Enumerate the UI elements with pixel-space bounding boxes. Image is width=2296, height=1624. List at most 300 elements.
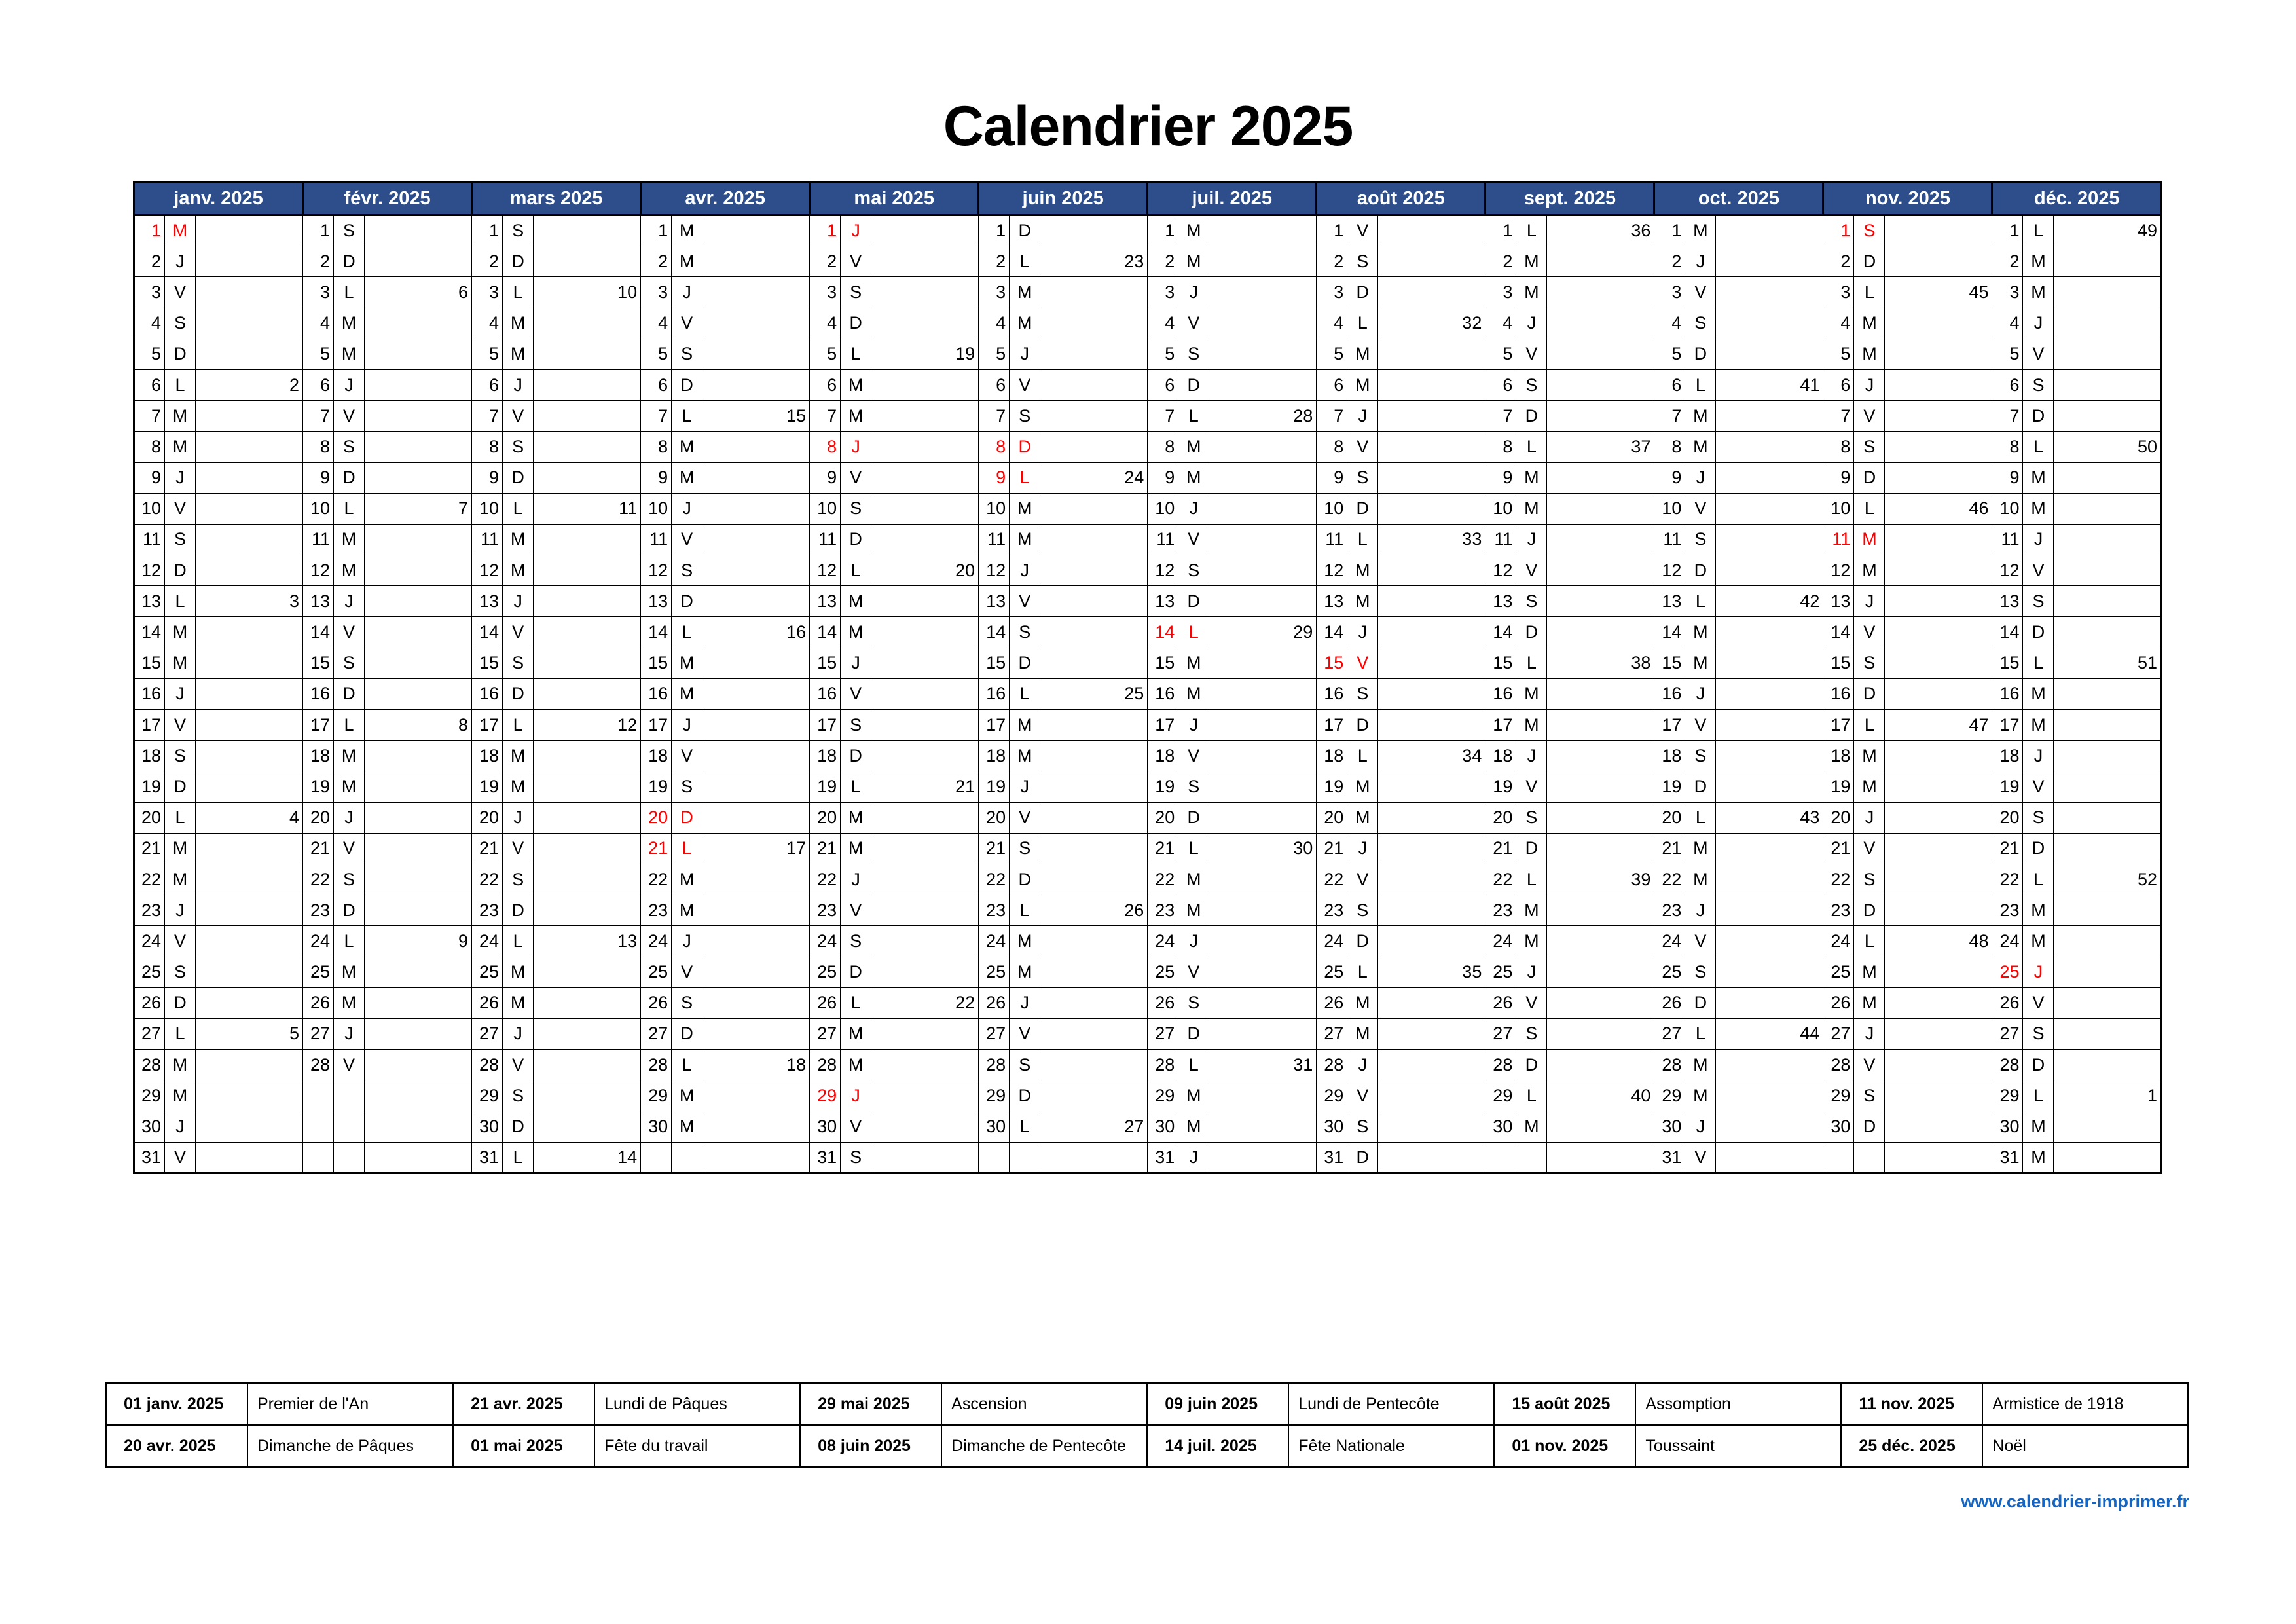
- weekday-letter-cell: M: [1178, 1111, 1209, 1142]
- note-cell: [365, 617, 472, 648]
- day-number-cell: 19: [1992, 771, 2023, 802]
- day-number-cell: 20: [1992, 802, 2023, 833]
- weekday-letter-cell: M: [334, 741, 365, 771]
- weekday-letter-cell: V: [2023, 771, 2054, 802]
- note-cell: [1547, 1018, 1654, 1049]
- note-cell: [1040, 432, 1148, 462]
- note-cell: [1040, 648, 1148, 678]
- weekday-letter-cell: M: [1854, 741, 1885, 771]
- weekday-letter-cell: J: [1516, 524, 1547, 555]
- weekday-letter-cell: L: [1178, 833, 1209, 864]
- legend-row: [106, 1383, 2189, 1426]
- note-cell: [1716, 339, 1823, 369]
- day-number-cell: 6: [1485, 369, 1516, 400]
- note-cell: [196, 493, 303, 524]
- day-number-cell: 26: [134, 987, 165, 1018]
- day-number-cell: 25: [1654, 957, 1685, 987]
- note-cell: [534, 308, 641, 339]
- day-number-cell: 27: [1654, 1018, 1685, 1049]
- week-number-cell: 47: [1885, 710, 1992, 741]
- weekday-letter-cell: D: [1854, 1111, 1885, 1142]
- weekday-letter-cell: J: [1347, 401, 1378, 432]
- weekday-letter-cell: M: [1854, 339, 1885, 369]
- weekday-letter-cell: S: [1854, 215, 1885, 246]
- day-number-cell: 17: [1148, 710, 1178, 741]
- note-cell: [1885, 741, 1992, 771]
- day-number-cell: 23: [134, 895, 165, 926]
- calendar-row: [134, 1050, 2162, 1080]
- note-cell: [871, 1080, 979, 1111]
- day-number-cell: 16: [134, 678, 165, 709]
- day-number-cell: 23: [1823, 895, 1854, 926]
- day-number-cell: 16: [1992, 678, 2023, 709]
- day-number-cell: 27: [1485, 1018, 1516, 1049]
- day-number-cell: 2: [1485, 246, 1516, 277]
- week-number-cell: 35: [1378, 957, 1485, 987]
- weekday-letter-cell: D: [1347, 493, 1378, 524]
- weekday-letter-cell: M: [1347, 987, 1378, 1018]
- weekday-letter-cell: M: [1347, 369, 1378, 400]
- weekday-letter-cell: M: [1347, 339, 1378, 369]
- weekday-letter-cell: S: [334, 215, 365, 246]
- day-number-cell: 1: [1317, 215, 1347, 246]
- weekday-letter-cell: M: [334, 987, 365, 1018]
- weekday-letter-cell: M: [503, 771, 534, 802]
- weekday-letter-cell: L: [334, 926, 365, 957]
- weekday-letter-cell: V: [165, 926, 196, 957]
- legend-holiday-name: Fête Nationale: [1288, 1425, 1494, 1467]
- note-cell: [1716, 957, 1823, 987]
- note-cell: [1716, 1050, 1823, 1080]
- day-number-cell: 29: [1148, 1080, 1178, 1111]
- weekday-letter-cell: D: [165, 987, 196, 1018]
- note-cell: [2054, 678, 2162, 709]
- legend-date: 08 juin 2025: [800, 1425, 941, 1467]
- note-cell: [1716, 678, 1823, 709]
- legend-holiday-name: Lundi de Pentecôte: [1288, 1383, 1494, 1426]
- day-number-cell: 9: [810, 462, 841, 493]
- weekday-letter-cell: L: [2023, 215, 2054, 246]
- day-number-cell: 21: [1654, 833, 1685, 864]
- note-cell: [365, 741, 472, 771]
- weekday-letter-cell: V: [841, 1111, 871, 1142]
- day-number-cell: 18: [134, 741, 165, 771]
- weekday-letter-cell: M: [672, 215, 702, 246]
- day-number-cell: 20: [1148, 802, 1178, 833]
- note-cell: [1547, 833, 1654, 864]
- weekday-letter-cell: V: [2023, 987, 2054, 1018]
- day-number-cell: 18: [303, 741, 334, 771]
- legend-holiday-name: Noël: [1982, 1425, 2188, 1467]
- empty-cell: [1823, 1142, 1854, 1173]
- note-cell: [1547, 678, 1654, 709]
- note-cell: [196, 462, 303, 493]
- week-number-cell: 31: [1209, 1050, 1317, 1080]
- note-cell: [196, 957, 303, 987]
- note-cell: [1885, 246, 1992, 277]
- note-cell: [1209, 864, 1317, 895]
- day-number-cell: 13: [1485, 586, 1516, 617]
- note-cell: [2054, 895, 2162, 926]
- weekday-letter-cell: S: [841, 926, 871, 957]
- calendar-row: [134, 710, 2162, 741]
- week-number-cell: 42: [1716, 586, 1823, 617]
- note-cell: [1716, 1142, 1823, 1173]
- note-cell: [1716, 1111, 1823, 1142]
- day-number-cell: 10: [1148, 493, 1178, 524]
- day-number-cell: 14: [1823, 617, 1854, 648]
- day-number-cell: 12: [1148, 555, 1178, 586]
- weekday-letter-cell: D: [503, 895, 534, 926]
- day-number-cell: 9: [303, 462, 334, 493]
- day-number-cell: 16: [472, 678, 503, 709]
- note-cell: [871, 277, 979, 308]
- weekday-letter-cell: D: [334, 246, 365, 277]
- note-cell: [534, 1050, 641, 1080]
- calendar-row: [134, 987, 2162, 1018]
- day-number-cell: 9: [134, 462, 165, 493]
- legend-holiday-name: Toussaint: [1635, 1425, 1841, 1467]
- note-cell: [1885, 833, 1992, 864]
- weekday-letter-cell: V: [2023, 339, 2054, 369]
- day-number-cell: 10: [1992, 493, 2023, 524]
- weekday-letter-cell: D: [1685, 771, 1716, 802]
- note-cell: [702, 741, 810, 771]
- day-number-cell: 1: [1823, 215, 1854, 246]
- day-number-cell: 29: [641, 1080, 672, 1111]
- note-cell: [534, 802, 641, 833]
- day-number-cell: 4: [134, 308, 165, 339]
- weekday-letter-cell: V: [334, 401, 365, 432]
- note-cell: [871, 710, 979, 741]
- weekday-letter-cell: J: [1178, 926, 1209, 957]
- day-number-cell: 8: [1148, 432, 1178, 462]
- note-cell: [871, 833, 979, 864]
- note-cell: [196, 1142, 303, 1173]
- note-cell: [1209, 802, 1317, 833]
- weekday-letter-cell: M: [1854, 524, 1885, 555]
- day-number-cell: 16: [979, 678, 1010, 709]
- note-cell: [871, 926, 979, 957]
- weekday-letter-cell: V: [1347, 215, 1378, 246]
- note-cell: [534, 555, 641, 586]
- month-header-4: avr. 2025: [641, 183, 810, 215]
- weekday-letter-cell: S: [672, 555, 702, 586]
- day-number-cell: 3: [1485, 277, 1516, 308]
- calendar-row: [134, 678, 2162, 709]
- note-cell: [196, 648, 303, 678]
- day-number-cell: 27: [472, 1018, 503, 1049]
- day-number-cell: 21: [979, 833, 1010, 864]
- note-cell: [365, 1050, 472, 1080]
- weekday-letter-cell: V: [1516, 555, 1547, 586]
- day-number-cell: 9: [472, 462, 503, 493]
- day-number-cell: 8: [979, 432, 1010, 462]
- note-cell: [1040, 277, 1148, 308]
- note-cell: [365, 648, 472, 678]
- note-cell: [2054, 926, 2162, 957]
- weekday-letter-cell: M: [1685, 432, 1716, 462]
- day-number-cell: 22: [641, 864, 672, 895]
- weekday-letter-cell: D: [2023, 833, 2054, 864]
- note-cell: [1378, 432, 1485, 462]
- holidays-legend-table: [105, 1382, 2189, 1468]
- calendar-row: [134, 339, 2162, 369]
- note-cell: [1885, 1111, 1992, 1142]
- day-number-cell: 20: [810, 802, 841, 833]
- day-number-cell: 6: [1992, 369, 2023, 400]
- legend-date: 14 juil. 2025: [1147, 1425, 1288, 1467]
- day-number-cell: 24: [979, 926, 1010, 957]
- day-number-cell: 3: [1823, 277, 1854, 308]
- day-number-cell: 20: [1317, 802, 1347, 833]
- note-cell: [534, 369, 641, 400]
- day-number-cell: 14: [1992, 617, 2023, 648]
- note-cell: [1885, 462, 1992, 493]
- day-number-cell: 23: [979, 895, 1010, 926]
- weekday-letter-cell: J: [165, 895, 196, 926]
- weekday-letter-cell: J: [334, 802, 365, 833]
- weekday-letter-cell: V: [2023, 555, 2054, 586]
- day-number-cell: 24: [1317, 926, 1347, 957]
- weekday-letter-cell: J: [1854, 802, 1885, 833]
- weekday-letter-cell: S: [1347, 246, 1378, 277]
- day-number-cell: 11: [303, 524, 334, 555]
- note-cell: [1209, 710, 1317, 741]
- note-cell: [1040, 1142, 1148, 1173]
- day-number-cell: 31: [1317, 1142, 1347, 1173]
- day-number-cell: 17: [810, 710, 841, 741]
- weekday-letter-cell: L: [1347, 957, 1378, 987]
- legend-holiday-name: Lundi de Pâques: [594, 1383, 800, 1426]
- calendar-row: [134, 957, 2162, 987]
- note-cell: [2054, 339, 2162, 369]
- weekday-letter-cell: V: [841, 462, 871, 493]
- weekday-letter-cell: M: [2023, 462, 2054, 493]
- note-cell: [534, 741, 641, 771]
- weekday-letter-cell: L: [503, 493, 534, 524]
- note-cell: [871, 648, 979, 678]
- day-number-cell: 27: [1823, 1018, 1854, 1049]
- note-cell: [1378, 555, 1485, 586]
- note-cell: [1378, 710, 1485, 741]
- site-url-link[interactable]: www.calendrier-imprimer.fr: [1961, 1492, 2189, 1511]
- weekday-letter-cell: J: [165, 246, 196, 277]
- weekday-letter-cell: D: [1178, 586, 1209, 617]
- note-cell: [702, 771, 810, 802]
- weekday-letter-cell: D: [1178, 369, 1209, 400]
- day-number-cell: 9: [1148, 462, 1178, 493]
- note-cell: [871, 215, 979, 246]
- weekday-letter-cell: M: [2023, 1111, 2054, 1142]
- note-cell: [1040, 833, 1148, 864]
- day-number-cell: 4: [1823, 308, 1854, 339]
- weekday-letter-cell: D: [1685, 555, 1716, 586]
- weekday-letter-cell: J: [672, 710, 702, 741]
- weekday-letter-cell: V: [503, 401, 534, 432]
- day-number-cell: 31: [472, 1142, 503, 1173]
- weekday-letter-cell: M: [841, 802, 871, 833]
- weekday-letter-cell: S: [1178, 987, 1209, 1018]
- week-number-cell: 50: [2054, 432, 2162, 462]
- day-number-cell: 20: [979, 802, 1010, 833]
- note-cell: [196, 1050, 303, 1080]
- weekday-letter-cell: V: [1178, 308, 1209, 339]
- day-number-cell: 21: [810, 833, 841, 864]
- note-cell: [1040, 987, 1148, 1018]
- calendar-month-header-row: [134, 183, 2162, 215]
- note-cell: [534, 864, 641, 895]
- day-number-cell: 17: [1485, 710, 1516, 741]
- note-cell: [1209, 308, 1317, 339]
- day-number-cell: 25: [134, 957, 165, 987]
- weekday-letter-cell: M: [672, 648, 702, 678]
- weekday-letter-cell: D: [841, 524, 871, 555]
- day-number-cell: 20: [1485, 802, 1516, 833]
- month-header-9: sept. 2025: [1485, 183, 1654, 215]
- weekday-letter-cell: S: [1516, 586, 1547, 617]
- day-number-cell: 14: [303, 617, 334, 648]
- day-number-cell: 17: [472, 710, 503, 741]
- weekday-letter-cell: L: [2023, 648, 2054, 678]
- note-cell: [871, 1111, 979, 1142]
- weekday-letter-cell: J: [165, 678, 196, 709]
- weekday-letter-cell: S: [1854, 648, 1885, 678]
- week-number-cell: 1: [2054, 1080, 2162, 1111]
- note-cell: [534, 432, 641, 462]
- weekday-letter-cell: S: [334, 432, 365, 462]
- legend-holiday-name: Dimanche de Pâques: [247, 1425, 453, 1467]
- note-cell: [534, 215, 641, 246]
- note-cell: [1378, 802, 1485, 833]
- weekday-letter-cell: M: [503, 555, 534, 586]
- day-number-cell: 15: [1317, 648, 1347, 678]
- week-number-cell: 2: [196, 369, 303, 400]
- day-number-cell: 23: [303, 895, 334, 926]
- day-number-cell: 29: [472, 1080, 503, 1111]
- day-number-cell: 22: [1148, 864, 1178, 895]
- note-cell: [702, 555, 810, 586]
- weekday-letter-cell: J: [1178, 493, 1209, 524]
- note-cell: [1547, 1142, 1654, 1173]
- weekday-letter-cell: L: [1516, 432, 1547, 462]
- note-cell: [534, 617, 641, 648]
- note-cell: [1209, 339, 1317, 369]
- note-cell: [2054, 555, 2162, 586]
- empty-cell: [979, 1142, 1010, 1173]
- weekday-letter-cell: J: [1854, 586, 1885, 617]
- calendar-row: [134, 308, 2162, 339]
- note-cell: [1716, 987, 1823, 1018]
- weekday-letter-cell: J: [672, 493, 702, 524]
- day-number-cell: 2: [1992, 246, 2023, 277]
- day-number-cell: 26: [1317, 987, 1347, 1018]
- weekday-letter-cell: M: [672, 1111, 702, 1142]
- weekday-letter-cell: J: [1010, 771, 1040, 802]
- note-cell: [1885, 1080, 1992, 1111]
- day-number-cell: 10: [1823, 493, 1854, 524]
- calendar-grid-container: [133, 181, 2162, 1174]
- note-cell: [365, 957, 472, 987]
- day-number-cell: 23: [1148, 895, 1178, 926]
- weekday-letter-cell: S: [1347, 1111, 1378, 1142]
- weekday-letter-cell: L: [1178, 617, 1209, 648]
- weekday-letter-cell: V: [841, 678, 871, 709]
- day-number-cell: 9: [1485, 462, 1516, 493]
- day-number-cell: 30: [1823, 1111, 1854, 1142]
- weekday-letter-cell: V: [1347, 648, 1378, 678]
- note-cell: [2054, 308, 2162, 339]
- weekday-letter-cell: M: [2023, 895, 2054, 926]
- note-cell: [1209, 246, 1317, 277]
- day-number-cell: 7: [1823, 401, 1854, 432]
- day-number-cell: 28: [979, 1050, 1010, 1080]
- note-cell: [871, 864, 979, 895]
- day-number-cell: 4: [472, 308, 503, 339]
- week-number-cell: 48: [1885, 926, 1992, 957]
- note-cell: [1378, 339, 1485, 369]
- week-number-cell: 29: [1209, 617, 1317, 648]
- day-number-cell: 8: [641, 432, 672, 462]
- note-cell: [1716, 864, 1823, 895]
- holidays-legend-container: [105, 1382, 2189, 1468]
- day-number-cell: 2: [134, 246, 165, 277]
- day-number-cell: 9: [641, 462, 672, 493]
- note-cell: [365, 1080, 472, 1111]
- note-cell: [1885, 369, 1992, 400]
- day-number-cell: 29: [1823, 1080, 1854, 1111]
- day-number-cell: 1: [641, 215, 672, 246]
- weekday-letter-cell: V: [1516, 771, 1547, 802]
- week-number-cell: 26: [1040, 895, 1148, 926]
- weekday-letter-cell: S: [1178, 555, 1209, 586]
- day-number-cell: 25: [979, 957, 1010, 987]
- weekday-letter-cell: J: [1685, 462, 1716, 493]
- weekday-letter-cell: M: [672, 462, 702, 493]
- weekday-letter-cell: L: [1010, 462, 1040, 493]
- day-number-cell: 3: [1654, 277, 1685, 308]
- weekday-letter-cell: V: [1178, 524, 1209, 555]
- legend-date: 25 déc. 2025: [1841, 1425, 1982, 1467]
- day-number-cell: 31: [134, 1142, 165, 1173]
- note-cell: [1040, 710, 1148, 741]
- day-number-cell: 6: [1654, 369, 1685, 400]
- note-cell: [1716, 771, 1823, 802]
- note-cell: [534, 462, 641, 493]
- calendar-row: [134, 1142, 2162, 1173]
- note-cell: [871, 957, 979, 987]
- weekday-letter-cell: V: [1685, 277, 1716, 308]
- day-number-cell: 20: [1823, 802, 1854, 833]
- weekday-letter-cell: V: [1854, 617, 1885, 648]
- note-cell: [1885, 957, 1992, 987]
- day-number-cell: 15: [979, 648, 1010, 678]
- calendar-row: [134, 215, 2162, 246]
- empty-cell: [1485, 1142, 1516, 1173]
- weekday-letter-cell: M: [334, 524, 365, 555]
- day-number-cell: 8: [810, 432, 841, 462]
- day-number-cell: 21: [1317, 833, 1347, 864]
- legend-holiday-name: Ascension: [941, 1383, 1147, 1426]
- weekday-letter-cell: V: [1010, 802, 1040, 833]
- note-cell: [1547, 339, 1654, 369]
- weekday-letter-cell: V: [503, 617, 534, 648]
- day-number-cell: 15: [134, 648, 165, 678]
- month-header-11: nov. 2025: [1823, 183, 1992, 215]
- note-cell: [1040, 369, 1148, 400]
- weekday-letter-cell: L: [841, 339, 871, 369]
- note-cell: [1378, 987, 1485, 1018]
